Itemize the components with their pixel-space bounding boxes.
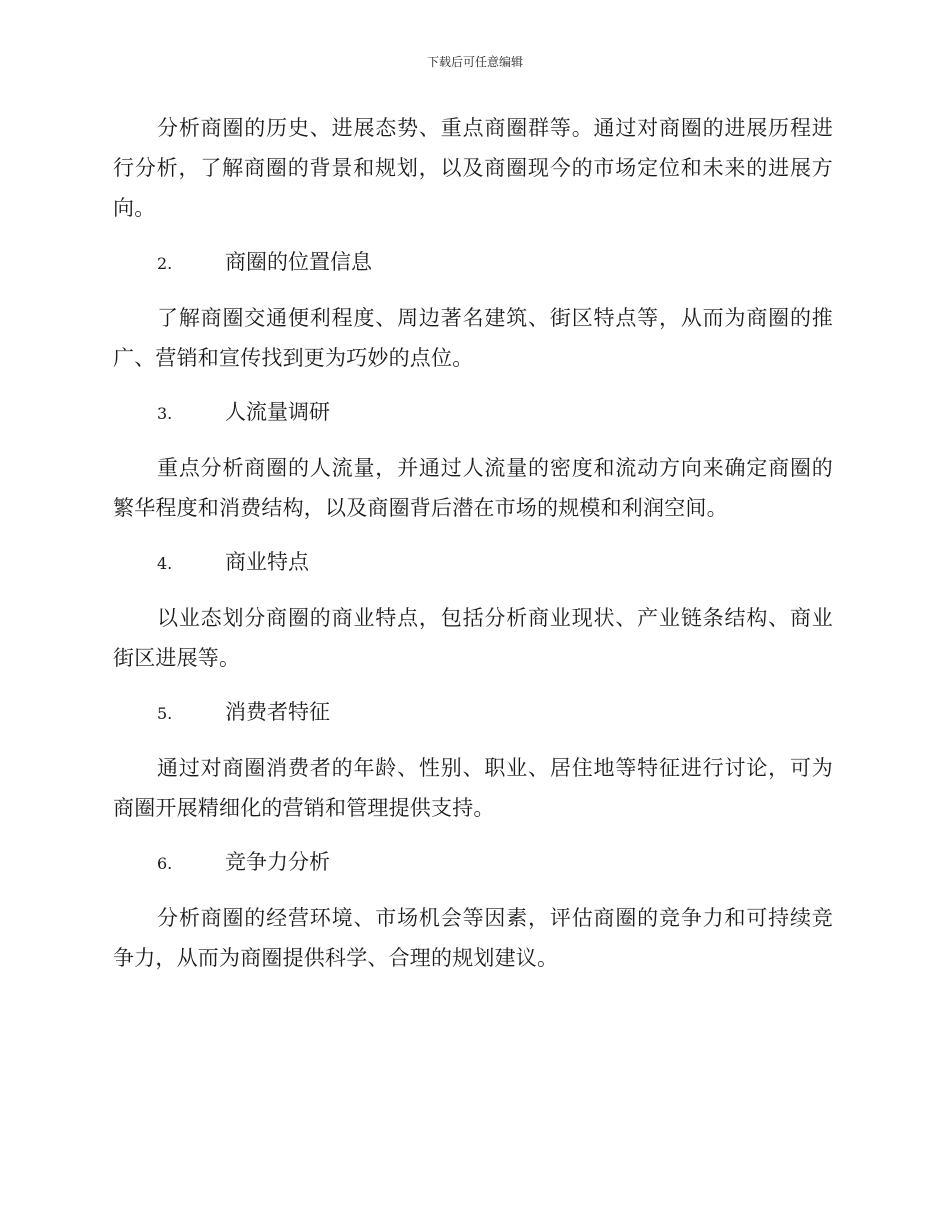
intro-paragraph: 分析商圈的历史、进展态势、重点商圈群等。通过对商圈的进展历程进行分析，了解商圈的背景和规划，以及商圈现今的市场定位和未来的进展方向。	[113, 116, 833, 220]
section-body-5: 通过对商圈消费者的年龄、性别、职业、居住地等特征进行讨论，可为商圈开展精细化的营销和管理提供支持。	[113, 756, 833, 820]
section-body-6: 分析商圈的经营环境、市场机会等因素，评估商圈的竞争力和可持续竞争力，从而为商圈提供科学、合理的规划建议。	[113, 906, 833, 970]
section-title: 商业特点	[225, 550, 309, 574]
section-body-4: 以业态划分商圈的商业特点，包括分析商业现状、产业链条结构、商业街区进展等。	[113, 606, 833, 670]
section-number: 6.	[157, 854, 173, 873]
document-body	[113, 108, 833, 992]
section-number: 4.	[157, 554, 173, 573]
section-heading-2	[113, 242, 833, 284]
section-title: 消费者特征	[225, 700, 330, 724]
section-body-3: 重点分析商圈的人流量，并通过人流量的密度和流动方向来确定商圈的繁华程度和消费结构，以及商圈背后潜在市场的规模和利润空间。	[113, 456, 833, 520]
section-number: 3.	[157, 404, 173, 423]
page-header: 下载后可任意编辑	[426, 55, 523, 69]
section-heading-3	[113, 392, 833, 434]
section-number: 2.	[157, 254, 173, 273]
section-title: 竞争力分析	[225, 850, 330, 874]
section-body-2: 了解商圈交通便利程度、周边著名建筑、街区特点等，从而为商圈的推广、营销和宣传找到更为巧妙的点位。	[113, 306, 833, 370]
section-heading-5	[113, 692, 833, 734]
section-title: 商圈的位置信息	[225, 250, 372, 274]
section-heading-6	[113, 842, 833, 884]
section-number: 5.	[157, 704, 173, 723]
section-title: 人流量调研	[225, 400, 330, 424]
section-heading-4	[113, 542, 833, 584]
